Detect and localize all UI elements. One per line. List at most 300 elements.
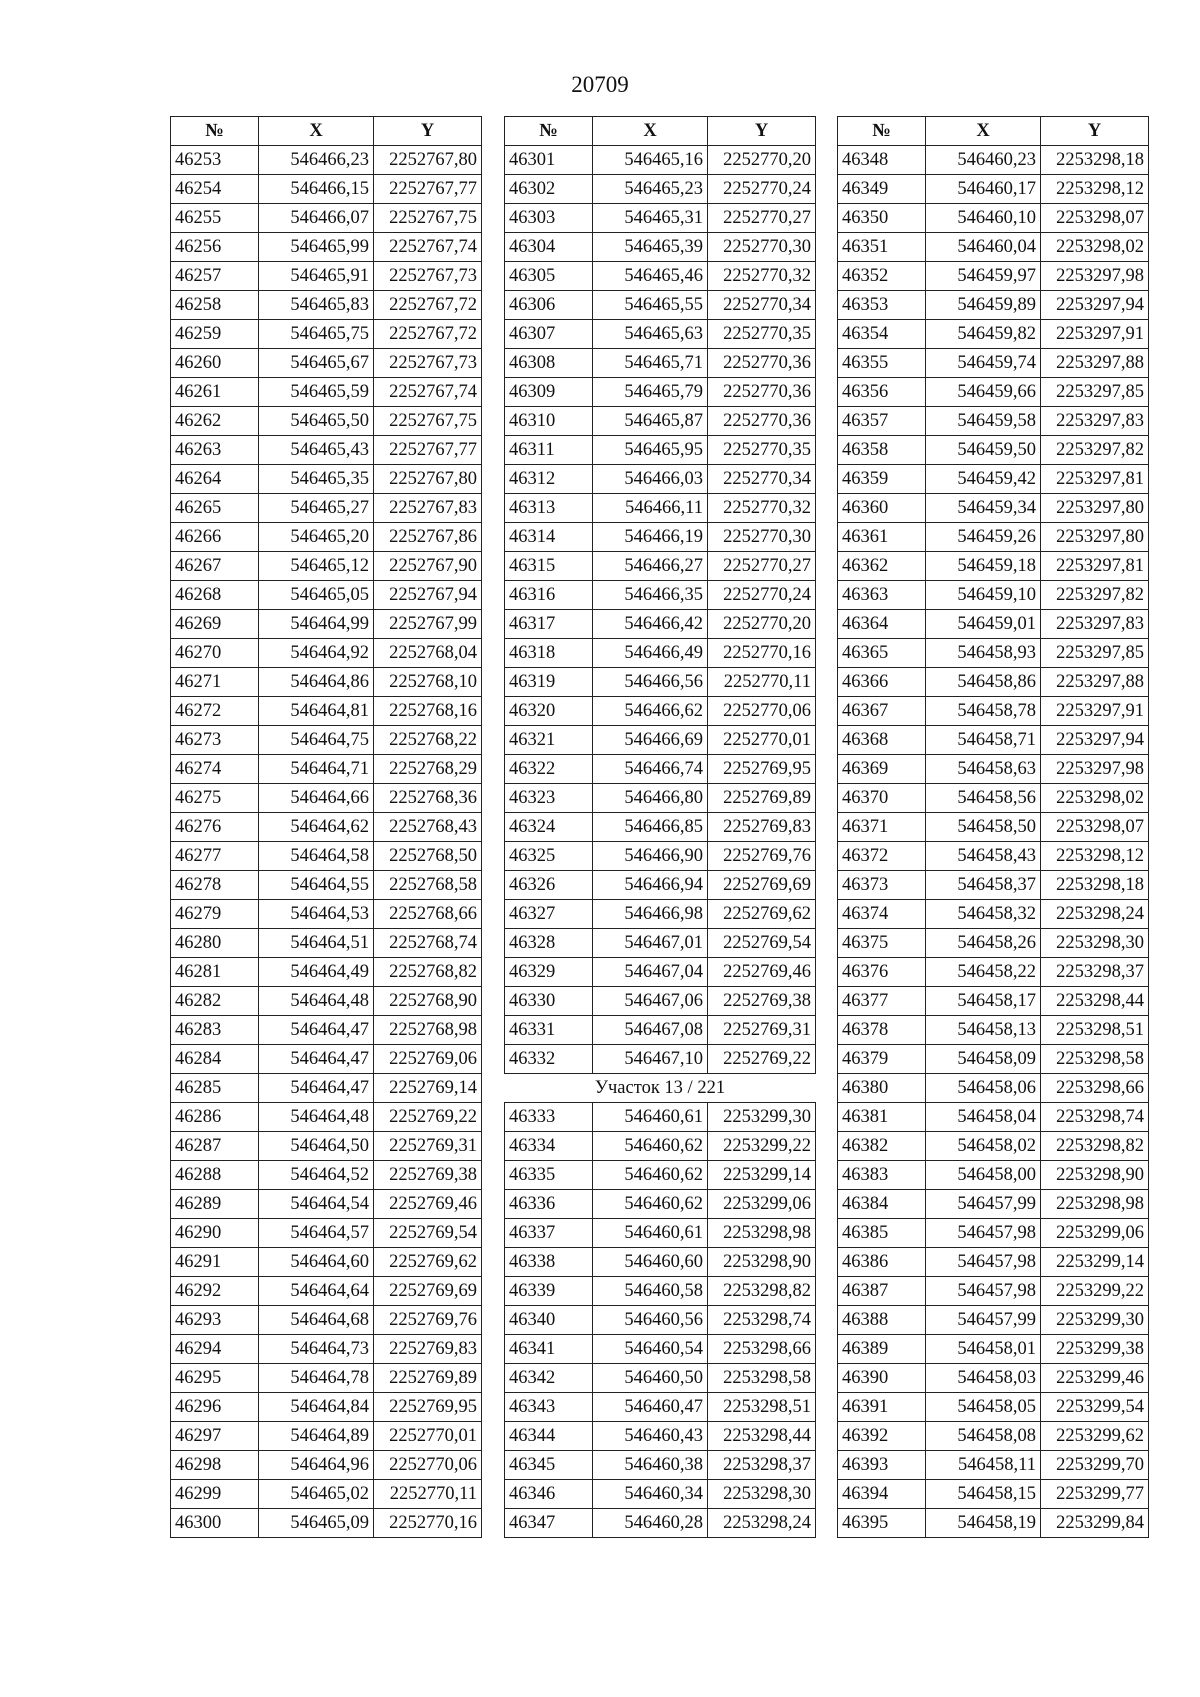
table-row: [505, 1190, 816, 1219]
y-coordinate-cell: 2253298,82: [1041, 1132, 1149, 1161]
y-coordinate-cell: 2252768,43: [374, 813, 482, 842]
table-row: [171, 1306, 482, 1335]
x-coordinate-cell: 546458,03: [926, 1364, 1041, 1393]
x-coordinate-cell: 546458,56: [926, 784, 1041, 813]
table-row: [838, 639, 1149, 668]
point-number-cell: 46320: [505, 697, 593, 726]
x-coordinate-cell: 546459,97: [926, 262, 1041, 291]
point-number-cell: 46325: [505, 842, 593, 871]
x-coordinate-cell: 546458,08: [926, 1422, 1041, 1451]
point-number-cell: 46279: [171, 900, 259, 929]
table-row: [838, 146, 1149, 175]
x-coordinate-cell: 546465,50: [259, 407, 374, 436]
y-coordinate-cell: 2252768,10: [374, 668, 482, 697]
point-number-cell: 46274: [171, 755, 259, 784]
table-row: [505, 697, 816, 726]
x-coordinate-cell: 546465,12: [259, 552, 374, 581]
point-number-cell: 46293: [171, 1306, 259, 1335]
x-coordinate-cell: 546464,96: [259, 1451, 374, 1480]
x-coordinate-cell: 546466,19: [593, 523, 708, 552]
x-coordinate-cell: 546465,16: [593, 146, 708, 175]
point-number-cell: 46296: [171, 1393, 259, 1422]
x-coordinate-cell: 546459,26: [926, 523, 1041, 552]
table-row: [838, 1016, 1149, 1045]
y-coordinate-cell: 2252768,82: [374, 958, 482, 987]
x-coordinate-cell: 546458,32: [926, 900, 1041, 929]
point-number-cell: 46282: [171, 987, 259, 1016]
x-coordinate-cell: 546465,79: [593, 378, 708, 407]
x-coordinate-cell: 546458,26: [926, 929, 1041, 958]
y-coordinate-cell: 2253298,90: [708, 1248, 816, 1277]
y-coordinate-cell: 2252768,36: [374, 784, 482, 813]
x-coordinate-cell: 546464,99: [259, 610, 374, 639]
point-number-cell: 46298: [171, 1451, 259, 1480]
y-coordinate-cell: 2252767,90: [374, 552, 482, 581]
y-coordinate-cell: 2252770,35: [708, 436, 816, 465]
x-coordinate-cell: 546458,50: [926, 813, 1041, 842]
x-coordinate-cell: 546464,58: [259, 842, 374, 871]
table-row: [505, 1451, 816, 1480]
x-coordinate-cell: 546458,71: [926, 726, 1041, 755]
point-number-cell: 46339: [505, 1277, 593, 1306]
y-coordinate-cell: 2252769,22: [374, 1103, 482, 1132]
x-coordinate-cell: 546465,95: [593, 436, 708, 465]
x-coordinate-cell: 546460,04: [926, 233, 1041, 262]
point-number-cell: 46366: [838, 668, 926, 697]
point-number-cell: 46316: [505, 581, 593, 610]
table-row: [505, 668, 816, 697]
point-number-cell: 46384: [838, 1190, 926, 1219]
x-coordinate-cell: 546465,35: [259, 465, 374, 494]
point-number-cell: 46359: [838, 465, 926, 494]
table-row: [505, 1364, 816, 1393]
point-number-cell: 46317: [505, 610, 593, 639]
y-coordinate-cell: 2253298,37: [1041, 958, 1149, 987]
point-number-cell: 46355: [838, 349, 926, 378]
x-coordinate-cell: 546466,11: [593, 494, 708, 523]
point-number-cell: 46263: [171, 436, 259, 465]
y-coordinate-cell: 2253297,91: [1041, 697, 1149, 726]
x-coordinate-cell: 546465,31: [593, 204, 708, 233]
x-coordinate-cell: 546464,89: [259, 1422, 374, 1451]
point-number-cell: 46357: [838, 407, 926, 436]
x-coordinate-cell: 546466,03: [593, 465, 708, 494]
table-row: [838, 1335, 1149, 1364]
table-row: [505, 407, 816, 436]
x-coordinate-cell: 546465,63: [593, 320, 708, 349]
x-coordinate-cell: 546457,98: [926, 1219, 1041, 1248]
point-number-cell: 46278: [171, 871, 259, 900]
y-coordinate-cell: 2253298,90: [1041, 1161, 1149, 1190]
x-coordinate-cell: 546459,42: [926, 465, 1041, 494]
table-row: [505, 987, 816, 1016]
point-number-cell: 46304: [505, 233, 593, 262]
table-row: [505, 958, 816, 987]
y-coordinate-cell: 2253299,54: [1041, 1393, 1149, 1422]
table-row: [838, 1393, 1149, 1422]
x-coordinate-cell: 546460,28: [593, 1509, 708, 1538]
y-coordinate-cell: 2253297,83: [1041, 407, 1149, 436]
point-number-cell: 46284: [171, 1045, 259, 1074]
point-number-cell: 46299: [171, 1480, 259, 1509]
x-coordinate-cell: 546460,34: [593, 1480, 708, 1509]
point-number-cell: 46275: [171, 784, 259, 813]
point-number-cell: 46300: [171, 1509, 259, 1538]
table-row: [838, 349, 1149, 378]
point-number-cell: 46306: [505, 291, 593, 320]
point-number-cell: 46289: [171, 1190, 259, 1219]
table-row: [171, 871, 482, 900]
x-coordinate-cell: 546467,06: [593, 987, 708, 1016]
point-number-cell: 46271: [171, 668, 259, 697]
point-number-cell: 46318: [505, 639, 593, 668]
x-coordinate-cell: 546465,87: [593, 407, 708, 436]
table-row: [505, 1335, 816, 1364]
y-coordinate-cell: 2253298,98: [708, 1219, 816, 1248]
x-coordinate-cell: 546465,05: [259, 581, 374, 610]
x-coordinate-cell: 546465,67: [259, 349, 374, 378]
y-coordinate-cell: 2252768,50: [374, 842, 482, 871]
table-row: [171, 1422, 482, 1451]
y-coordinate-cell: 2252769,83: [374, 1335, 482, 1364]
y-coordinate-cell: 2252769,83: [708, 813, 816, 842]
table-row: [171, 1393, 482, 1422]
y-coordinate-cell: 2252767,73: [374, 262, 482, 291]
x-coordinate-cell: 546464,54: [259, 1190, 374, 1219]
table-row: [505, 581, 816, 610]
point-number-cell: 46283: [171, 1016, 259, 1045]
table-row: [838, 1248, 1149, 1277]
x-coordinate-cell: 546460,61: [593, 1103, 708, 1132]
y-coordinate-cell: 2253299,14: [708, 1161, 816, 1190]
point-number-cell: 46281: [171, 958, 259, 987]
point-number-cell: 46362: [838, 552, 926, 581]
point-number-cell: 46312: [505, 465, 593, 494]
table-row: [171, 900, 482, 929]
table-row: [838, 1451, 1149, 1480]
x-coordinate-cell: 546464,64: [259, 1277, 374, 1306]
x-coordinate-cell: 546460,23: [926, 146, 1041, 175]
x-coordinate-cell: 546459,89: [926, 291, 1041, 320]
point-number-cell: 46351: [838, 233, 926, 262]
table-row: [171, 1277, 482, 1306]
y-coordinate-cell: 2252767,80: [374, 465, 482, 494]
point-number-cell: 46338: [505, 1248, 593, 1277]
x-coordinate-cell: 546464,78: [259, 1364, 374, 1393]
table-row: [838, 1364, 1149, 1393]
table-header-row: [505, 117, 816, 146]
y-coordinate-cell: 2252768,66: [374, 900, 482, 929]
table-row: [505, 494, 816, 523]
table-row: [171, 349, 482, 378]
y-coordinate-cell: 2253298,12: [1041, 175, 1149, 204]
point-number-cell: 46297: [171, 1422, 259, 1451]
table-row: [171, 842, 482, 871]
y-coordinate-cell: 2252770,30: [708, 523, 816, 552]
y-coordinate-cell: 2253298,30: [708, 1480, 816, 1509]
table-row: [171, 291, 482, 320]
x-coordinate-cell: 546460,10: [926, 204, 1041, 233]
table-row: [505, 262, 816, 291]
x-coordinate-cell: 546460,56: [593, 1306, 708, 1335]
header-y: Y: [708, 117, 816, 146]
point-number-cell: 46344: [505, 1422, 593, 1451]
table-row: [505, 1132, 816, 1161]
y-coordinate-cell: 2252769,95: [708, 755, 816, 784]
table-row: [838, 175, 1149, 204]
x-coordinate-cell: 546465,09: [259, 1509, 374, 1538]
point-number-cell: 46334: [505, 1132, 593, 1161]
x-coordinate-cell: 546457,98: [926, 1277, 1041, 1306]
point-number-cell: 46262: [171, 407, 259, 436]
point-number-cell: 46280: [171, 929, 259, 958]
point-number-cell: 46272: [171, 697, 259, 726]
x-coordinate-cell: 546464,75: [259, 726, 374, 755]
y-coordinate-cell: 2253297,98: [1041, 262, 1149, 291]
x-coordinate-cell: 546465,23: [593, 175, 708, 204]
point-number-cell: 46353: [838, 291, 926, 320]
y-coordinate-cell: 2253298,07: [1041, 204, 1149, 233]
x-coordinate-cell: 546465,46: [593, 262, 708, 291]
y-coordinate-cell: 2252770,32: [708, 494, 816, 523]
x-coordinate-cell: 546467,08: [593, 1016, 708, 1045]
table-row: [171, 610, 482, 639]
point-number-cell: 46311: [505, 436, 593, 465]
point-number-cell: 46308: [505, 349, 593, 378]
y-coordinate-cell: 2252770,11: [374, 1480, 482, 1509]
x-coordinate-cell: 546464,86: [259, 668, 374, 697]
x-coordinate-cell: 546460,62: [593, 1132, 708, 1161]
table-row: [838, 291, 1149, 320]
point-number-cell: 46261: [171, 378, 259, 407]
y-coordinate-cell: 2253299,62: [1041, 1422, 1149, 1451]
table-row: [171, 204, 482, 233]
y-coordinate-cell: 2252770,35: [708, 320, 816, 349]
x-coordinate-cell: 546459,74: [926, 349, 1041, 378]
x-coordinate-cell: 546464,48: [259, 1103, 374, 1132]
page-number: 20709: [571, 72, 629, 97]
y-coordinate-cell: 2252768,16: [374, 697, 482, 726]
x-coordinate-cell: 546466,15: [259, 175, 374, 204]
y-coordinate-cell: 2253297,98: [1041, 755, 1149, 784]
y-coordinate-cell: 2253299,06: [1041, 1219, 1149, 1248]
table-row: [505, 1393, 816, 1422]
y-coordinate-cell: 2252767,75: [374, 204, 482, 233]
x-coordinate-cell: 546458,37: [926, 871, 1041, 900]
x-coordinate-cell: 546464,84: [259, 1393, 374, 1422]
y-coordinate-cell: 2252767,86: [374, 523, 482, 552]
x-coordinate-cell: 546464,47: [259, 1016, 374, 1045]
x-coordinate-cell: 546464,68: [259, 1306, 374, 1335]
x-coordinate-cell: 546458,15: [926, 1480, 1041, 1509]
point-number-cell: 46260: [171, 349, 259, 378]
y-coordinate-cell: 2252770,27: [708, 552, 816, 581]
x-coordinate-cell: 546458,86: [926, 668, 1041, 697]
x-coordinate-cell: 546465,71: [593, 349, 708, 378]
table-row: [838, 523, 1149, 552]
y-coordinate-cell: 2252769,76: [708, 842, 816, 871]
point-number-cell: 46258: [171, 291, 259, 320]
y-coordinate-cell: 2253297,85: [1041, 378, 1149, 407]
x-coordinate-cell: 546460,60: [593, 1248, 708, 1277]
y-coordinate-cell: 2252769,31: [708, 1016, 816, 1045]
table-row: [171, 378, 482, 407]
table-row: [838, 436, 1149, 465]
point-number-cell: 46335: [505, 1161, 593, 1190]
point-number-cell: 46307: [505, 320, 593, 349]
point-number-cell: 46360: [838, 494, 926, 523]
table-row: [171, 523, 482, 552]
table-row: [171, 1509, 482, 1538]
y-coordinate-cell: 2253298,74: [1041, 1103, 1149, 1132]
y-coordinate-cell: 2252769,38: [374, 1161, 482, 1190]
table-row: [838, 320, 1149, 349]
y-coordinate-cell: 2253299,77: [1041, 1480, 1149, 1509]
table-row: [171, 987, 482, 1016]
x-coordinate-cell: 546459,10: [926, 581, 1041, 610]
y-coordinate-cell: 2253299,30: [1041, 1306, 1149, 1335]
header-x: X: [926, 117, 1041, 146]
point-number-cell: 46387: [838, 1277, 926, 1306]
x-coordinate-cell: 546465,27: [259, 494, 374, 523]
table-row: [171, 552, 482, 581]
point-number-cell: 46269: [171, 610, 259, 639]
table-row: [838, 233, 1149, 262]
header-x: X: [593, 117, 708, 146]
x-coordinate-cell: 546460,47: [593, 1393, 708, 1422]
x-coordinate-cell: 546459,34: [926, 494, 1041, 523]
x-coordinate-cell: 546466,85: [593, 813, 708, 842]
y-coordinate-cell: 2252770,11: [708, 668, 816, 697]
point-number-cell: 46313: [505, 494, 593, 523]
y-coordinate-cell: 2253297,81: [1041, 552, 1149, 581]
table-row: [505, 1306, 816, 1335]
point-number-cell: 46369: [838, 755, 926, 784]
table-row: [171, 233, 482, 262]
point-number-cell: 46276: [171, 813, 259, 842]
table-row: [171, 1248, 482, 1277]
point-number-cell: 46303: [505, 204, 593, 233]
y-coordinate-cell: 2252767,72: [374, 320, 482, 349]
table-row: [838, 697, 1149, 726]
point-number-cell: 46358: [838, 436, 926, 465]
x-coordinate-cell: 546460,43: [593, 1422, 708, 1451]
y-coordinate-cell: 2252767,94: [374, 581, 482, 610]
table-row: [505, 1422, 816, 1451]
x-coordinate-cell: 546460,61: [593, 1219, 708, 1248]
x-coordinate-cell: 546467,10: [593, 1045, 708, 1074]
point-number-cell: 46314: [505, 523, 593, 552]
point-number-cell: 46375: [838, 929, 926, 958]
y-coordinate-cell: 2253298,51: [1041, 1016, 1149, 1045]
x-coordinate-cell: 546458,02: [926, 1132, 1041, 1161]
y-coordinate-cell: 2252770,16: [374, 1509, 482, 1538]
x-coordinate-cell: 546465,83: [259, 291, 374, 320]
x-coordinate-cell: 546466,27: [593, 552, 708, 581]
table-row: [505, 233, 816, 262]
x-coordinate-cell: 546466,23: [259, 146, 374, 175]
table-row: [505, 813, 816, 842]
table-row: [505, 871, 816, 900]
y-coordinate-cell: 2253297,81: [1041, 465, 1149, 494]
table-row: [838, 755, 1149, 784]
table-header-row: [171, 117, 482, 146]
table-row: [505, 784, 816, 813]
table-row: [505, 726, 816, 755]
y-coordinate-cell: 2252769,06: [374, 1045, 482, 1074]
point-number-cell: 46337: [505, 1219, 593, 1248]
x-coordinate-cell: 546458,22: [926, 958, 1041, 987]
point-number-cell: 46381: [838, 1103, 926, 1132]
x-coordinate-cell: 546466,69: [593, 726, 708, 755]
y-coordinate-cell: 2252769,22: [708, 1045, 816, 1074]
point-number-cell: 46376: [838, 958, 926, 987]
point-number-cell: 46389: [838, 1335, 926, 1364]
y-coordinate-cell: 2253299,06: [708, 1190, 816, 1219]
point-number-cell: 46383: [838, 1161, 926, 1190]
x-coordinate-cell: 546459,82: [926, 320, 1041, 349]
table-row: [505, 639, 816, 668]
point-number-cell: 46336: [505, 1190, 593, 1219]
section-label: Участок 13 / 221: [505, 1074, 816, 1103]
table-row: [171, 813, 482, 842]
x-coordinate-cell: 546466,80: [593, 784, 708, 813]
point-number-cell: 46345: [505, 1451, 593, 1480]
x-coordinate-cell: 546464,51: [259, 929, 374, 958]
x-coordinate-cell: 546465,02: [259, 1480, 374, 1509]
y-coordinate-cell: 2253297,94: [1041, 291, 1149, 320]
table-row: [171, 668, 482, 697]
table-row: [838, 407, 1149, 436]
table-row: [171, 1045, 482, 1074]
table-row: [171, 1074, 482, 1103]
table-row: [171, 1016, 482, 1045]
x-coordinate-cell: 546458,63: [926, 755, 1041, 784]
table-row: [838, 813, 1149, 842]
table-row: [171, 1364, 482, 1393]
x-coordinate-cell: 546457,99: [926, 1190, 1041, 1219]
y-coordinate-cell: 2252767,77: [374, 175, 482, 204]
y-coordinate-cell: 2253298,02: [1041, 233, 1149, 262]
x-coordinate-cell: 546464,73: [259, 1335, 374, 1364]
table-row: [505, 523, 816, 552]
x-coordinate-cell: 546458,11: [926, 1451, 1041, 1480]
table-row: [505, 1219, 816, 1248]
table-row: [171, 494, 482, 523]
x-coordinate-cell: 546465,20: [259, 523, 374, 552]
x-coordinate-cell: 546466,74: [593, 755, 708, 784]
point-number-cell: 46374: [838, 900, 926, 929]
y-coordinate-cell: 2253298,66: [708, 1335, 816, 1364]
x-coordinate-cell: 546464,50: [259, 1132, 374, 1161]
point-number-cell: 46392: [838, 1422, 926, 1451]
point-number-cell: 46365: [838, 639, 926, 668]
y-coordinate-cell: 2253297,82: [1041, 436, 1149, 465]
y-coordinate-cell: 2253298,37: [708, 1451, 816, 1480]
y-coordinate-cell: 2252770,06: [374, 1451, 482, 1480]
table-row: [838, 1277, 1149, 1306]
table-row: [838, 842, 1149, 871]
table-row: [171, 1190, 482, 1219]
table-row: [838, 1074, 1149, 1103]
x-coordinate-cell: 546466,42: [593, 610, 708, 639]
header-number: №: [171, 117, 259, 146]
table-row: [171, 175, 482, 204]
point-number-cell: 46379: [838, 1045, 926, 1074]
x-coordinate-cell: 546460,54: [593, 1335, 708, 1364]
table-row: [171, 1219, 482, 1248]
y-coordinate-cell: 2252770,20: [708, 146, 816, 175]
